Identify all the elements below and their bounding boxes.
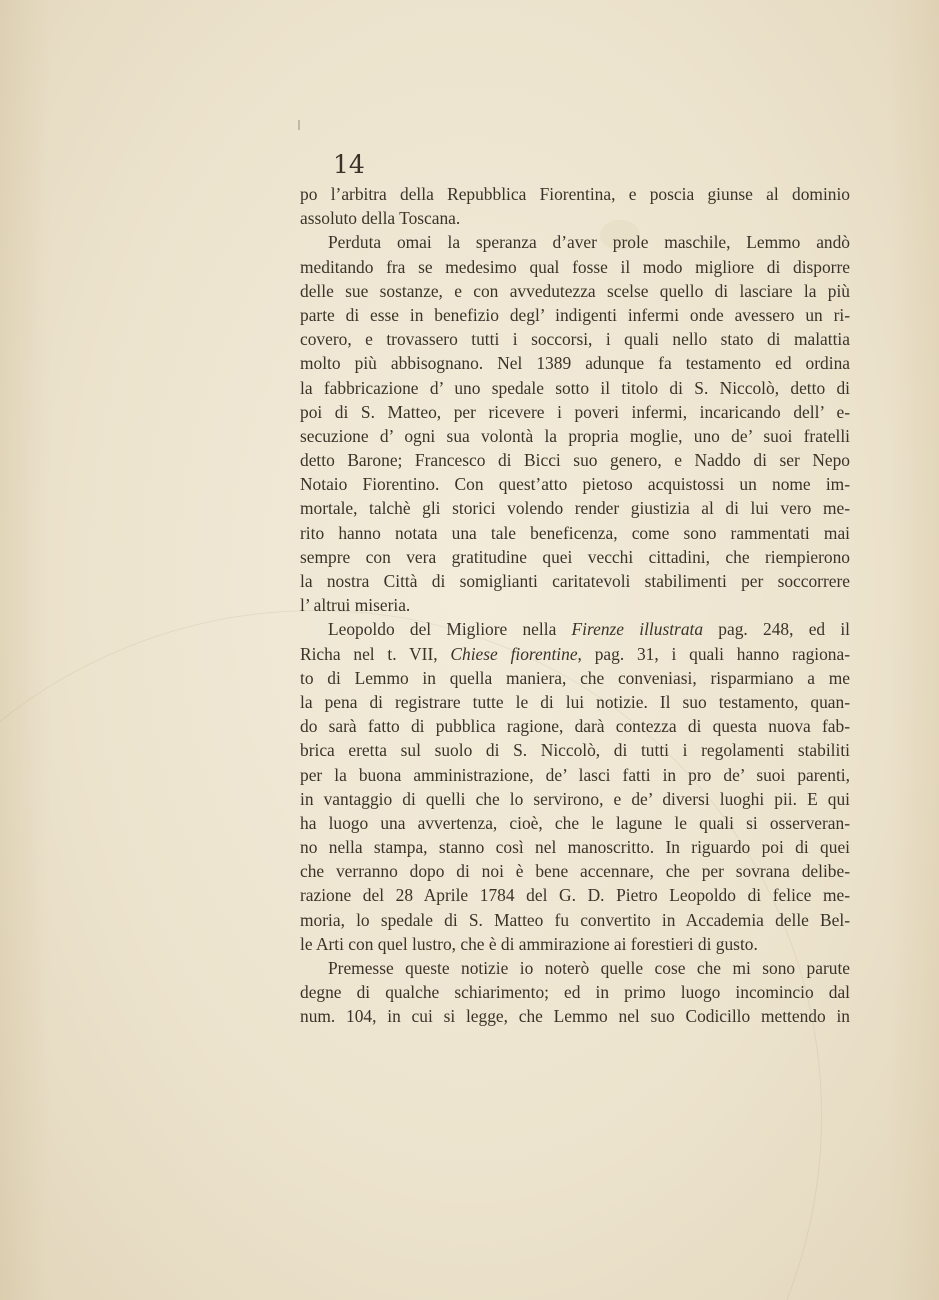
text-line: ha luogo una avvertenza, cioè, che le lagune le quali si osserveran- [300,812,850,833]
body-text [300,182,850,1029]
text-line: detto Barone; Francesco di Bicci suo genero, e Naddo di ser Nepo [300,450,850,471]
text-fragment: Leopoldo del Migliore nella [328,619,572,640]
text-line: to di Lemmo in quella maniera, che conveniasi, risparmiano a me [300,667,850,688]
text-line: covero, e trovassero tutti i soccorsi, i quali nello stato di malattia [300,329,850,350]
text-fragment: pag. 248, ed il [703,619,851,640]
text-line: po l’arbitra della Repubblica Fiorentina, e poscia giunse al dominio [300,184,850,204]
text-line: parte di esse in benefizio degl’ indigenti infermi onde avessero un ri- [300,304,850,325]
page-edge-shading-left [0,0,50,1300]
text-line: assoluto della Toscana. [300,208,461,229]
text-line: do sarà fatto di pubblica ragione, darà contezza di questa nuova fab- [300,716,850,737]
paper-mark [298,120,300,130]
text-line: che verranno dopo di noi è bene accennare, che per sovrana delibe- [300,861,850,882]
text-line: degne di qualche schiarimento; ed in primo luogo incomincio dal [300,982,850,1003]
text-line: meditando fra se medesimo qual fosse il modo migliore di disporre [300,256,850,277]
text-line: no nella stampa, stanno così nel manoscritto. In riguardo poi di quei [300,837,850,858]
text-line: mortale, talchè gli storici volendo render giustizia al di lui vero me- [300,498,850,519]
text-line: moria, lo spedale di S. Matteo fu convertito in Accademia delle Bel- [300,909,850,930]
text-line: la fabbricazione d’ uno spedale sotto il titolo di S. Niccolò, detto di [300,377,850,398]
text-fragment: Richa nel t. VII, [300,643,451,664]
text-line: sempre con vera gratitudine quei vecchi cittadini, che riempierono [300,546,850,567]
text-line: secuzione d’ ogni sua volontà la propria moglie, uno de’ suoi fratelli [300,425,850,446]
text-line [300,617,850,641]
text-line: num. 104, in cui si legge, che Lemmo nel suo Codicillo mettendo in [300,1006,850,1027]
text-line: in vantaggio di quelli che lo servirono, e de’ diversi luoghi pii. E qui [300,788,850,809]
text-line [300,642,850,666]
text-line: le Arti con quel lustro, che è di ammirazione ai forestieri di gusto. [300,933,758,954]
text-line: rito hanno notata una tale beneficenza, come sono rammentati mai [300,522,850,543]
text-line: Perduta omai la speranza d’aver prole maschile, Lemmo andò [328,232,850,253]
italic-title: Chiese fiorentine [450,643,578,664]
text-line: poi di S. Matteo, per ricevere i poveri infermi, incaricando dell’ e- [300,401,850,422]
text-line: brica eretta sul suolo di S. Niccolò, di tutti i regolamenti stabiliti [300,740,850,761]
text-line: la nostra Città di somiglianti caritatevoli stabilimenti per soccorrere [300,571,850,591]
text-line: delle sue sostanze, e con avvedutezza scelse quello di lasciare la più [300,280,850,301]
text-line: la pena di registrare tutte le di lui notizie. Il suo testamento, quan- [300,691,850,712]
page-number: 14 [333,150,365,179]
text-line: razione del 28 Aprile 1784 del G. D. Pietro Leopoldo di felice me- [300,885,850,906]
text-line: per la buona amministrazione, de’ lasci fatti in pro de’ suoi parenti, [300,764,850,785]
italic-title: Firenze illustrata [571,619,704,640]
text-line: Premesse queste notizie io noterò quelle cose che mi sono parute [328,958,850,978]
page-edge-shading-right [889,0,939,1300]
text-line: Notaio Fiorentino. Con quest’atto pietoso acquistossi un nome im- [300,474,850,495]
text-fragment: , pag. 31, i quali hanno ragiona- [577,643,851,664]
text-line: l’ altrui miseria. [300,595,411,616]
text-line: molto più abbisognano. Nel 1389 adunque fa testamento ed ordina [300,353,850,374]
